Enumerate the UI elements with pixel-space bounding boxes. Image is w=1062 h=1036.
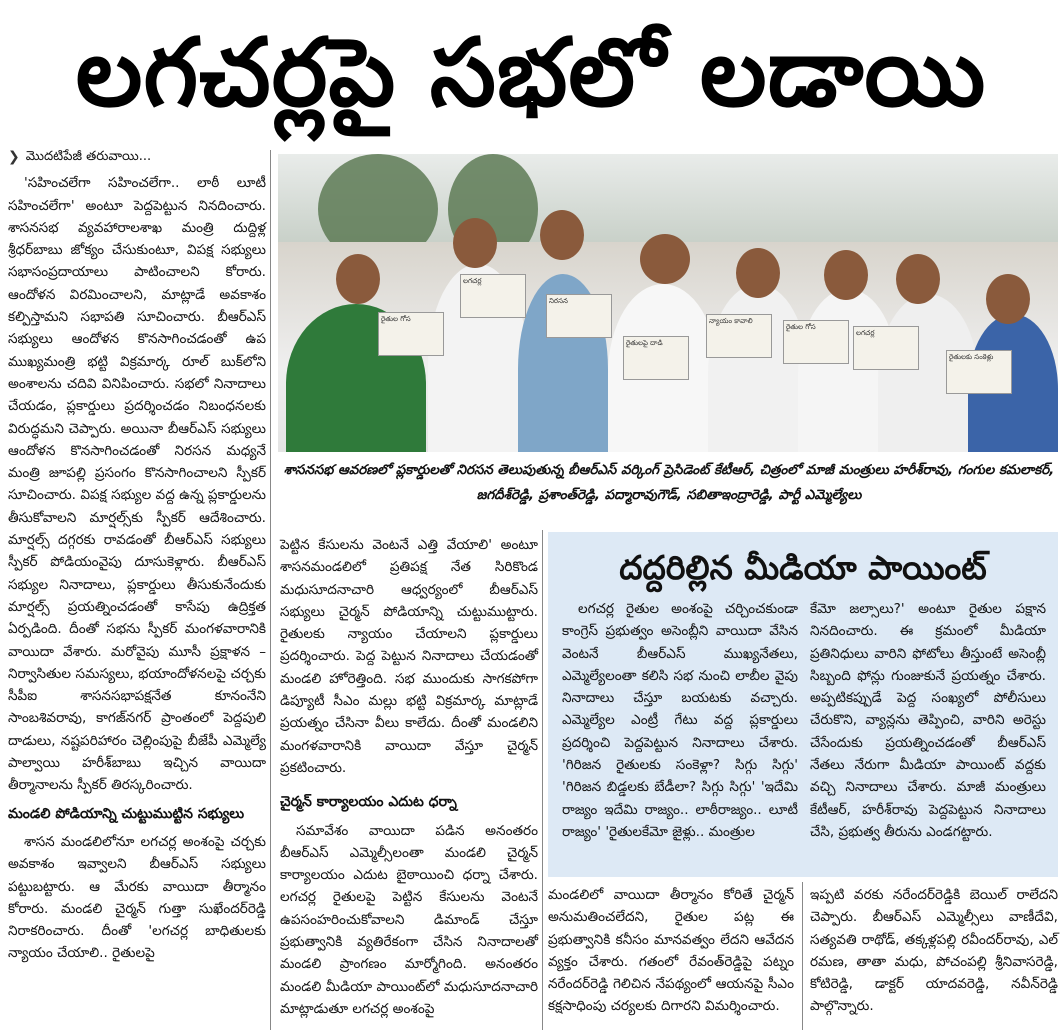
photo-placard: రైతుల గోస [378,312,444,356]
article-paragraph: సమావేశం వాయిదా పడిన అనంతరం బీఆర్‌ఎస్ ఎమ్మెల్సీలంతా మండలి చైర్మన్ కార్యాలయం ఎదుట బైఠాయించి ధర్నా చేశారు. లగచర్ల రైతులపై పెట్టిన కేసులను వెంటనే ఉపసంహరించుకోవాలని డిమాండ్ చేస్తూ ప్రభుత్వానికి వ్యతిరేకంగా చేసిన నినాదాలతో మండలి ప్రాంగణం మార్మోగింది. అనంతరం మండలి మీడియా పాయింట్‌లో మధుసూదనాచారి మాట్లాడుతూ లగచర్ల అంశంపై [280,822,538,1017]
article-paragraph: మండలిలో వాయిదా తీర్మానం కోరితే చైర్మన్ అనుమతించలేదని, రైతుల పట్ల ఈ ప్రభుత్వానికి కనీసం మానవత్వం లేదని ఆవేదన వ్యక్తం చేశారు. గతంలో రేవంత్‌రెడ్డిపై పట్నం నరేందర్‌రెడ్డి గెలిచిన నేపథ్యంలో ఆయనపై సీఎం కక్షసాధింపు చర్యలకు దిగారని విమర్శించారు. [548,887,794,1015]
column-divider [802,882,803,1030]
protester-head [640,234,690,284]
article-paragraph: 'సహించలేగా సహించలేగా.. లాఠీ లూటీ సహించలేగా' అంటూ పెద్దపెట్టున నినదించారు. శాసనసభ వ్యవహారాలశాఖ మంత్రి దుద్దిళ్ల శ్రీధర్‌బాబు జోక్యం చేసుకుంటూ, విపక్ష సభ్యులు సభాసంప్రదాయాలు పాటించాలని కోరారు. ఆందోళన విరమించాలని, మాట్లాడే అవకాశం కల్పిస్తామని సభాపతి సూచించారు. బీఆర్‌ఎస్ సభ్యులు ఆందోళన కొనసాగించడంతో ఉప ముఖ్యమంత్రి భట్టి విక్రమార్క రూల్ బుక్‌లోని అంశాలను చదివి వినిపించారు. సభలో నినాదాలు చేయడం, ప్లకార్డులు ప్రదర్శించడం నిబంధనలకు విరుద్ధమని చెప్పారు. అయినా బీఆర్‌ఎస్ సభ్యులు ఆందోళన కొనసాగించడంతో నిరసన మధ్యనే మంత్రి జూపల్లి ప్రసంగం కొనసాగించాలని స్పీకర్ సూచించారు. విపక్ష సభ్యుల వద్ద ఉన్న ప్లకార్డులను తీసుకోవాలని మార్షల్స్‌కు స్పీకర్ ఆదేశించారు. మార్షల్స్ దగ్గరకు రావడంతో బీఆర్‌ఎస్ సభ్యులు స్పీకర్ పోడియంవైపు దూసుకెళ్లారు. బీఆర్‌ఎస్ సభ్యుల నినాదాలు, ప్లకార్డులు తీసుకునేందుకు మార్షల్స్ ప్రయత్నించడంతో కాసేపు ఉద్రిక్తత ఏర్పడింది. దీంతో సభను స్పీకర్ మంగళవారానికి వాయిదా వేశారు. మరోవైపు మూసీ ప్రక్షాళన –నిర్వాసితుల సమస్యలు, భయాందోళనలపై చర్చకు సీపీఐ శాసనసభాపక్షనేత కూనంనేని సాంబశివరావు, కాగజ్‌నగర్ ప్రాంతంలో పెద్దపులి దాడులు, నష్టపరిహారం చెల్లింపుపై బీజేపీ ఎమ్మెల్యే పాల్వాయి హరీశ్‌బాబు ఇచ్చిన వాయిదా తీర్మానాలను స్పీకర్ తిరస్కరించారు. [8,175,266,794]
subheading-council-podium: మండలి పోడియాన్ని చుట్టుముట్టిన సభ్యులు [8,805,245,822]
article-paragraph: శాసన మండలిలోనూ లగచర్ల అంశంపై చర్చకు అవకాశం ఇవ్వాలని బీఆర్‌ఎస్ సభ్యులు పట్టుబట్టారు. ఆ మేరకు వాయిదా తీర్మానం కోరారు. మండలి చైర్మన్ గుత్తా సుఖేందర్‌రెడ్డి నిరాకరించారు. దీంతో 'లగచర్ల బాధితులకు న్యాయం చేయాలి.. రైతులపై [8,833,266,962]
continued-from-label: మొదటిపేజీ తరువాయి... [25,149,152,164]
box-title: దద్దరిల్లిన మీడియా పాయింట్ [619,548,987,587]
photo-placard: న్యాయం కావాలి [706,314,772,358]
news-photo [278,154,1058,452]
protester-head [336,254,380,304]
protester-head [824,250,868,300]
photo-placard: లగచర్ల [460,274,526,318]
protester-head [736,248,780,298]
protester-head [453,218,497,268]
photo-placard: నిరసన [546,294,612,338]
column-divider [270,150,271,1030]
box-column-right [810,598,1046,843]
box-column-left [562,598,798,843]
photo-placard: రైతులకు సంకెళ్లు [946,350,1012,394]
article-paragraph: పెట్టిన కేసులను వెంటనే ఎత్తి వేయాలి' అంటూ శాసనమండలిలో ప్రతిపక్ష నేత సిరికొండ మధుసూదనాచారి ఆధ్వర్యంలో బీఆర్‌ఎస్ సభ్యులు చైర్మన్ పోడియాన్ని చుట్టుముట్టారు. రైతులకు న్యాయం చేయాలని ప్లకార్డులు ప్రదర్శించారు. పెద్ద పెట్టున నినాదాలు చేయడంతో మండలి హోరెత్తింది. సభ ముందుకు సాగకపోగా డిప్యూటీ సీఎం మల్లు భట్టి విక్రమార్క మాట్లాడే ప్రయత్నం చేసినా వీలు కాలేదు. దీంతో మండలిని మంగళవారానికి వాయిదా వేస్తూ చైర్మన్ ప్రకటించారు. [280,537,538,776]
column-2 [280,534,538,1020]
continued-from [8,146,266,168]
headline: లగచర్లపై సభలో లడాయి [75,19,987,128]
column-1 [8,146,266,965]
protester-head [896,254,940,304]
column-3 [548,884,794,1018]
protester-head [540,210,584,260]
subheading-chairman-office: చైర్మన్ కార్యాలయం ఎదుట ధర్నా [280,794,457,811]
chevron-right-icon: ❯ [8,149,20,165]
article-paragraph: కేమో జల్సాలు?' అంటూ రైతుల పక్షాన నినదించారు. ఈ క్రమంలో మీడియా ప్రతినిధులు వారిని ఫోటోలు తీస్తుంటే అసెంబ్లీ సిబ్బంది ఫోన్లు గుంజుకునే ప్రయత్నం చేశారు. అప్పటికప్పుడే పెద్ద సంఖ్యలో పోలీసులు చేరుకొని, వ్యాన్లను తెప్పించి, వారిని అరెస్టు చేసేందుకు ప్రయత్నించడంతో బీఆర్‌ఎస్ నేతలు నేరుగా మీడియా పాయింట్ వద్దకు వచ్చి నినాదాలు చేశారు. మాజీ మంత్రులు కేటీఆర్, హరీశ్‌రావు పెద్దపెట్టున నినాదాలు చేసి, ప్రభుత్వ తీరును ఎండగట్టారు. [810,601,1046,840]
photo-placard: రైతులపై దాడి [623,336,689,380]
column-divider [542,530,543,1030]
photo-placard: రైతుల గోస [783,320,849,364]
media-point-box [548,532,1058,877]
photo-caption: శాసనసభ ఆవరణలో ప్లకార్డులతో నిరసన తెలుపుతున్న బీఆర్‌ఎస్ వర్కింగ్ ప్రెసిడెంట్ కేటీఆర్, చిత్రంలో మాజీ మంత్రులు హరీశ్‌రావు, గంగుల కమలాకర్, జగదీశ్‌రెడ్డి, ప్రశాంత్‌రెడ్డి, పద్మారావుగౌడ్, సబితాఇంద్రారెడ్డి, పార్టీ ఎమ్మెల్యేలు [283,463,1055,503]
photo-placard: లగచర్ల [853,326,919,370]
protester-figure [708,284,808,452]
protester-head [986,274,1030,324]
column-4 [810,884,1058,1018]
article-paragraph: లగచర్ల రైతుల అంశంపై చర్చించకుండా కాంగ్రెస్ ప్రభుత్వం అసెంబ్లీని వాయిదా వేసిన వెంటనే బీఆర్‌ఎస్ ముఖ్యనేతలు, ఎమ్మెల్యేలంతా కలిసి సభ నుంచి లాబీల వైపు నినాదాలు చేస్తూ బయటకు వచ్చారు. ఎమ్మెల్యేల ఎంట్రీ గేటు వద్ద ప్లకార్డులు ప్రదర్శించి పెద్దపెట్టున నినాదాలు చేశారు. 'గిరిజన రైతులకు సంకెళ్లా? సిగ్గు సిగ్గు' 'గిరిజన బిడ్డలకు బేడీలా? సిగ్గు సిగ్గు' 'ఇదేమి రాజ్యం ఇదేమి రాజ్యం.. లాఠీరాజ్యం.. లూటీ రాజ్యం' 'రైతులకేమో జైళ్లు.. మంత్రుల [562,601,798,840]
article-paragraph: ఇప్పటి వరకు నరేందర్‌రెడ్డికి బెయిల్ రాలేదని చెప్పారు. బీఆర్‌ఎస్ ఎమ్మెల్సీలు వాణీదేవి, సత్యవతి రాథోడ్, తక్కళ్లపల్లి రవీందర్‌రావు, ఎల్ రమణ, తాతా మధు, పోచంపల్లి శ్రీనివాసరెడ్డి, కోటిరెడ్డి, డాక్టర్ యాదవరెడ్డి, నవీన్‌రెడ్డి పాల్గొన్నారు. [810,887,1058,1015]
